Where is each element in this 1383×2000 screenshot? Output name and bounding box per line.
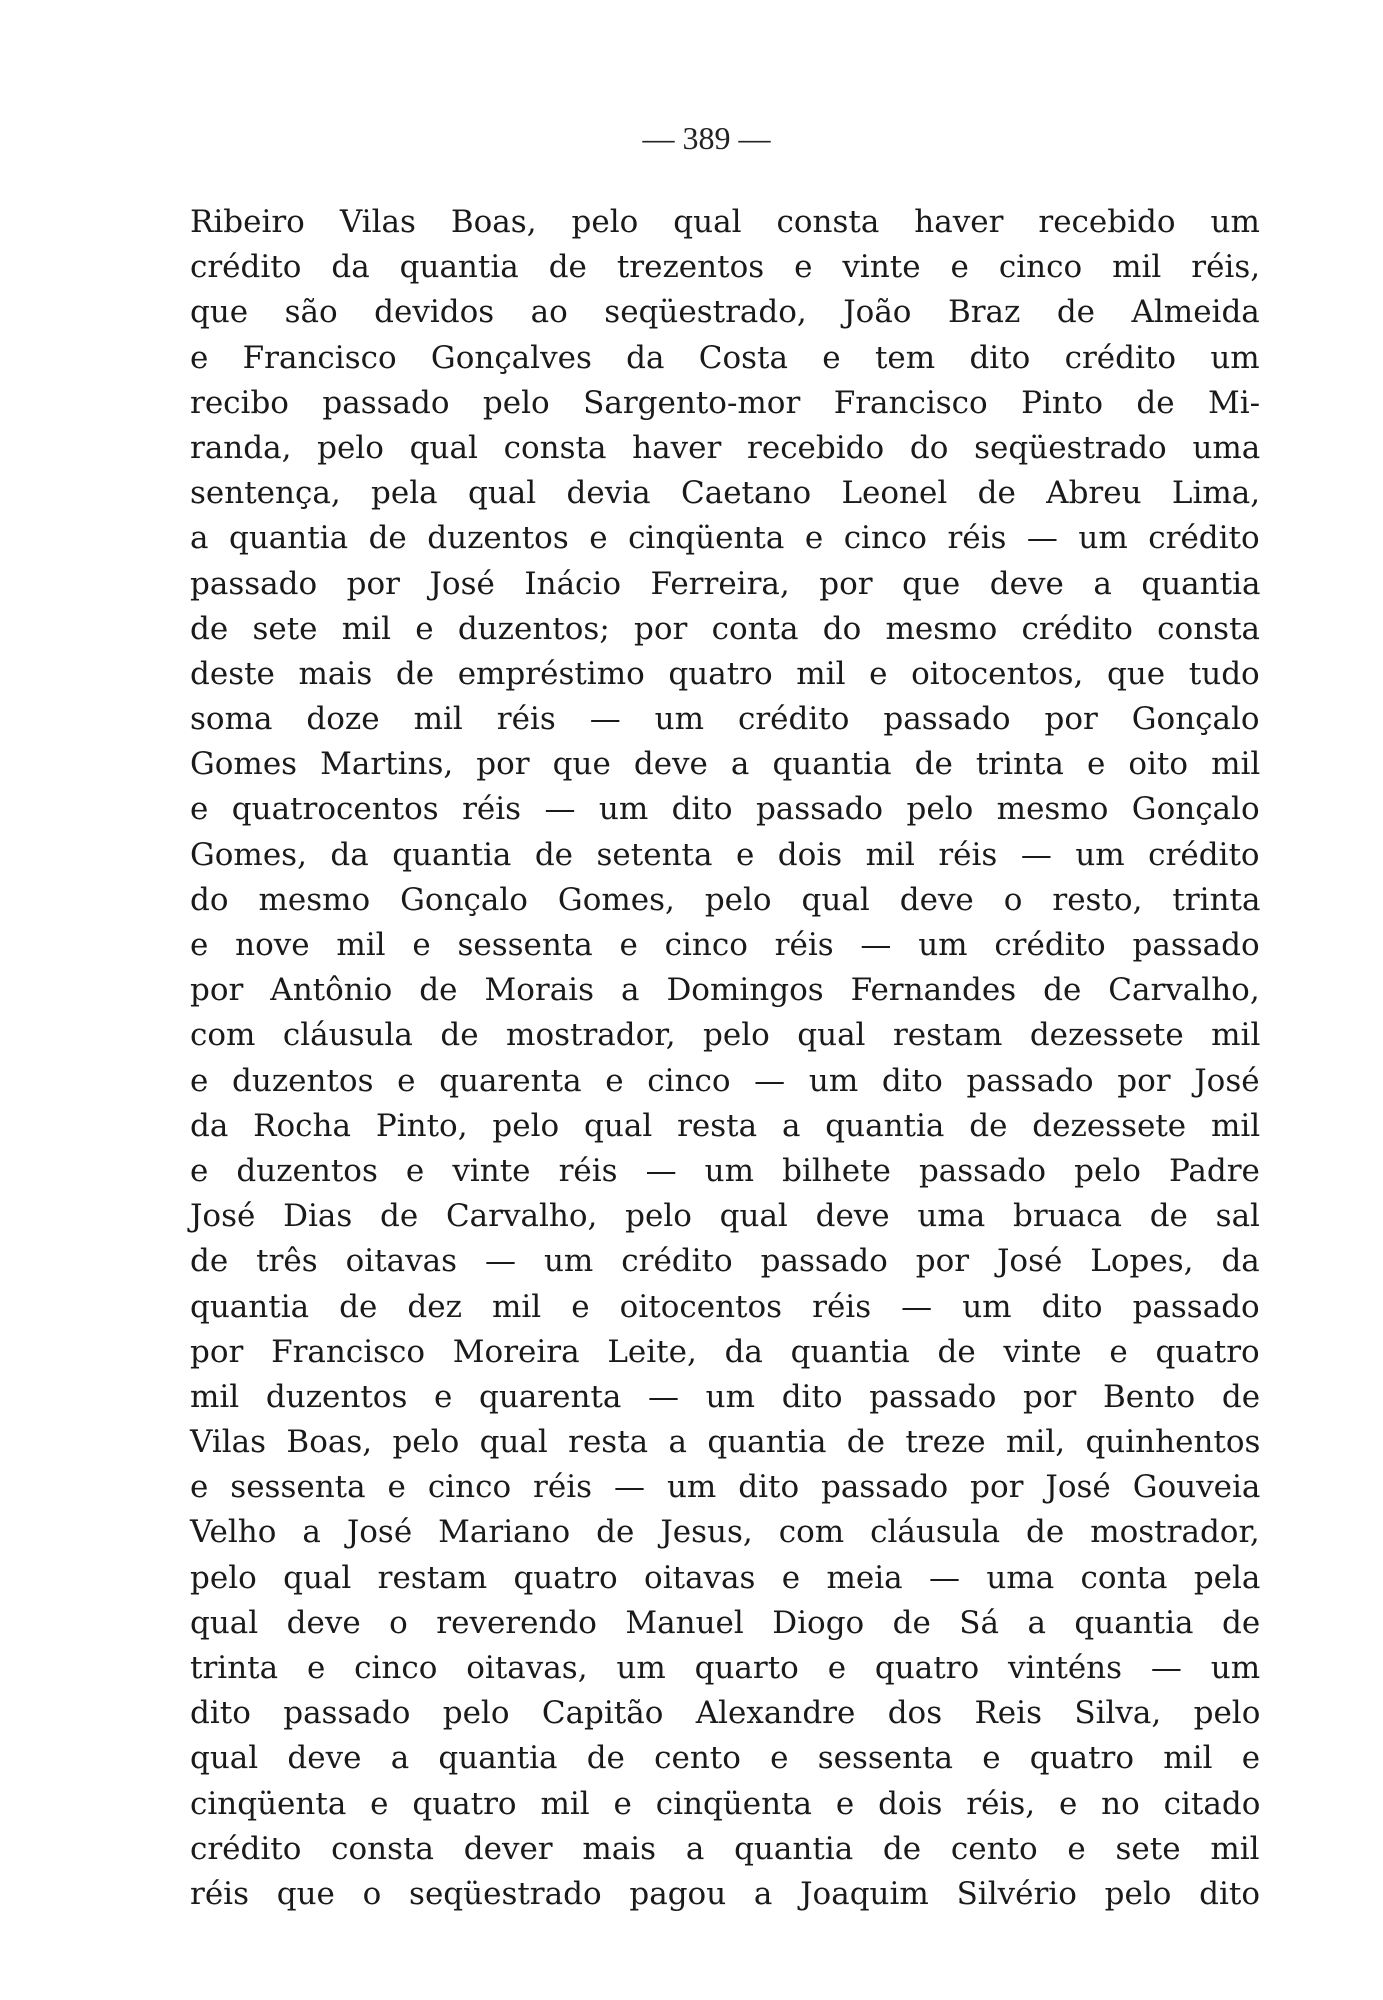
text-line: a quantia de duzentos e cinqüenta e cinco réis — um crédito [190,520,1260,557]
text-line: recibo passado pelo Sargento-mor Francisco Pinto de Mi- [190,384,1261,421]
text-line: Ribeiro Vilas Boas, pelo qual consta haver recebido um [190,204,1260,240]
text-line: José Dias de Carvalho, pelo qual deve uma bruaca de sal [190,1198,1260,1235]
text-line: e nove mil e sessenta e cinco réis — um crédito passado [190,927,1260,963]
text-line: Gomes, da quantia de setenta e dois mil réis — um crédito [190,836,1260,873]
text-line: sentença, pela qual devia Caetano Leonel de Abreu Lima, [190,475,1261,512]
text-line: quantia de dez mil e oitocentos réis — um dito passado [190,1288,1260,1325]
text-line: cinqüenta e quatro mil e cinqüenta e dois réis, e no citado [190,1785,1261,1822]
text-line: crédito consta dever mais a quantia de cento e sete mil [190,1830,1260,1867]
body-paragraph [190,200,1260,1917]
text-line: de sete mil e duzentos; por conta do mesmo crédito consta [190,610,1261,647]
text-line: randa, pelo qual consta haver recebido do seqüestrado uma [190,429,1261,466]
text-line: crédito da quantia de trezentos e vinte e cinco mil réis, [190,249,1261,286]
text-line: e duzentos e vinte réis — um bilhete passado pelo Padre [190,1152,1260,1189]
text-line: e Francisco Gonçalves da Costa e tem dito crédito um [190,339,1260,376]
text-line: Vilas Boas, pelo qual resta a quantia de treze mil, quinhentos [190,1424,1261,1461]
text-line: do mesmo Gonçalo Gomes, pelo qual deve o resto, trinta [190,881,1261,918]
text-line: qual deve o reverendo Manuel Diogo de Sá a quantia de [190,1604,1261,1641]
text-line: que são devidos ao seqüestrado, João Braz de Almeida [190,294,1260,331]
text-line: por Francisco Moreira Leite, da quantia de vinte e quatro [190,1333,1260,1370]
text-line: trinta e cinco oitavas, um quarto e quatro vinténs — um [190,1650,1261,1686]
text-line: passado por José Inácio Ferreira, por que deve a quantia [190,565,1261,602]
text-line: dito passado pelo Capitão Alexandre dos Reis Silva, pelo [190,1695,1261,1732]
text-line: Gomes Martins, por que deve a quantia de trinta e oito mil [190,746,1261,783]
text-line: e sessenta e cinco réis — um dito passado por José Gouveia [190,1469,1261,1506]
text-line: de três oitavas — um crédito passado por José Lopes, da [190,1243,1260,1280]
text-line: deste mais de empréstimo quatro mil e oitocentos, que tudo [190,655,1260,692]
page-number: — 389 — [642,120,771,156]
text-line: da Rocha Pinto, pelo qual resta a quantia de dezessete mil [190,1107,1261,1144]
text-line: com cláusula de mostrador, pelo qual restam dezessete mil [190,1017,1261,1054]
text-line: por Antônio de Morais a Domingos Fernandes de Carvalho, [190,972,1260,1009]
text-line: qual deve a quantia de cento e sessenta e quatro mil e [190,1740,1261,1777]
text-line: réis que o seqüestrado pagou a Joaquim Silvério pelo dito [190,1875,1261,1912]
text-line: Velho a José Mariano de Jesus, com cláusula de mostrador, [190,1514,1260,1551]
text-line: mil duzentos e quarenta — um dito passado por Bento de [190,1378,1261,1415]
text-line: soma doze mil réis — um crédito passado por Gonçalo [190,701,1260,738]
text-line: e quatrocentos réis — um dito passado pelo mesmo Gonçalo [190,791,1260,828]
text-line: pelo qual restam quatro oitavas e meia — uma conta pela [190,1559,1261,1596]
text-line: e duzentos e quarenta e cinco — um dito passado por José [190,1062,1260,1099]
